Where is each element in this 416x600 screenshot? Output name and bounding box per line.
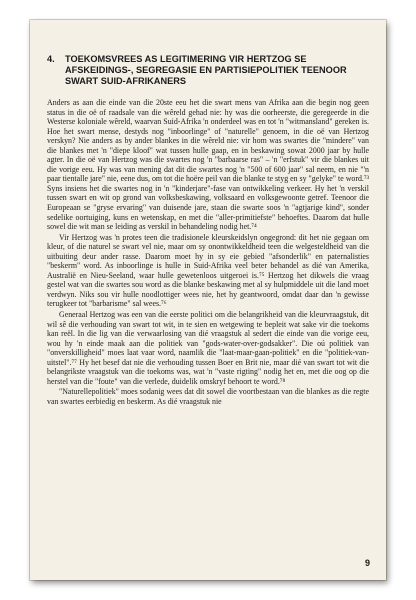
section-heading bbox=[47, 54, 365, 87]
paragraph-1: Anders as aan die einde van die 20ste eeu het die swart mens van Afrika aan die begin nog geen status in die oë of raadsale van die wêreld gehad nie: hy was die oorheerste, die geregeerde in die Westerse koloniale wêreld, waarvan Suid-Afrika 'n onderdeel was en tot 'n "witmansland" gereken is. Hoe het swart mense, destyds nog "inboorlinge" of "naturelle" genoem, in die oë van Hertzog verskyn? Nie anders as by ander blankes in die wêreld nie: vir hom was swartes die "mindere" van die blankes met 'n "diepe kloof" wat tussen hulle gaap, en in beskawing sowat 2000 jaar by hulle agter. In die oë van Hertzog was die swartes nog 'n "barbaarse ras" – 'n "erfstuk" vir die blankes uit die vorige eeu. Hy was van mening dat dit die swartes nog 'n "500 of 600 jaar" sal neem, en nie "'n paar tientalle jare" nie, eene dus, om tot die hoëre peil van die blanke te styg en sy "gelyke" te word.⁷³ Syns insiens het die swartes nog in 'n "kinderjare"-fase van ontwikkeling verkeer. Hy het 'n verskil tussen swart en wit op grond van volksbeskawing, volksaard en volksgewoonte getref. Teenoor die Europeaan se "gryse ervaring" van duisende jare, staan die swarte soos 'n "agtjarige kind", sonder sedelike oortuiging, kuns en wetenskap, en met die "aller-primitiefste" behoeftes. Daarom dat hulle sowel die wit man se leiding as verskil in behandeling nodig het.⁷⁴ bbox=[47, 98, 369, 232]
paragraph-2: Vir Hertzog was 'n protes teen die tradisionele kleurskeidslyn ongegrond: dit het nie gegaan om kleur, of die naturel se swart vel nie, maar om sy onontwikkeldheid teen die welgesteldheid van die uitbuiting deur ander rasse. Daarom moet hy in sy eie gebied "afsonderlik" en paternalisties "beskerm" word. As inboorlinge is hulle in Suid-Afrika veel beter behandel as dié van Amerika, Australië en Nieu-Seeland, waar hulle gewetenloos uitgeroei is.⁷⁵ Hertzog het dikwels die vraag gestel wat van die swartes sou word as die blanke beskawing met al sy hulpmiddele uit die land moet verdwyn. Niks sou vir hulle noodlottiger wees nie, het hy geantwoord, omdat daar dan 'n gewisse terugkeer tot "barbarisme" sal wees.⁷⁶ bbox=[47, 232, 369, 309]
paragraph-3: Generaal Hertzog was een van die eerste politici om die belangrikheid van die kleurvraagstuk, dit wil sê die verhouding van swart tot wit, in te sien en wetgewing te bepleit wat sake vir die toekoms kan reël. In die lig van die verwaarlosing van dié vraagstuk al sedert die einde van die vorige eeu, wou hy 'n einde maak aan die politiek van "gods-water-over-godsakker". Die oú politiek van "onverskilligheid" moes laat vaar word, naamlik die "laat-maar-gaan-politiek" en die "politiek-van-uitstel".⁷⁷ Hy het besef dat nie die verhouding tussen Boer en Brit nie, maar dié van swart tot wit die belangrikste vraagstuk van die toekoms was, wat 'n "vaste rigting" nodig het en, met die oog op die herstel van die "foute" van die verlede, duidelik omskryf behoort te word.⁷⁸ bbox=[47, 310, 369, 386]
page-number: 9 bbox=[364, 558, 370, 568]
section-title: TOEKOMSVREES AS LEGITIMERING VIR HERTZOG SE AFSKEIDINGS-, SEGREGASIE EN PARTISIEPOLITIEK TEENOOR SWART SUID-AFRIKANERS bbox=[65, 54, 347, 86]
body-text bbox=[47, 98, 369, 407]
paragraph-4: "Naturellepolitiek" moes sodanig wees dat dit sowel die voortbestaan van die blankes as die regte van swartes eerbiedig en beskerm. As dié vraagstuk nie bbox=[47, 387, 369, 406]
book-page bbox=[30, 20, 386, 580]
section-number: 4. bbox=[47, 54, 55, 64]
